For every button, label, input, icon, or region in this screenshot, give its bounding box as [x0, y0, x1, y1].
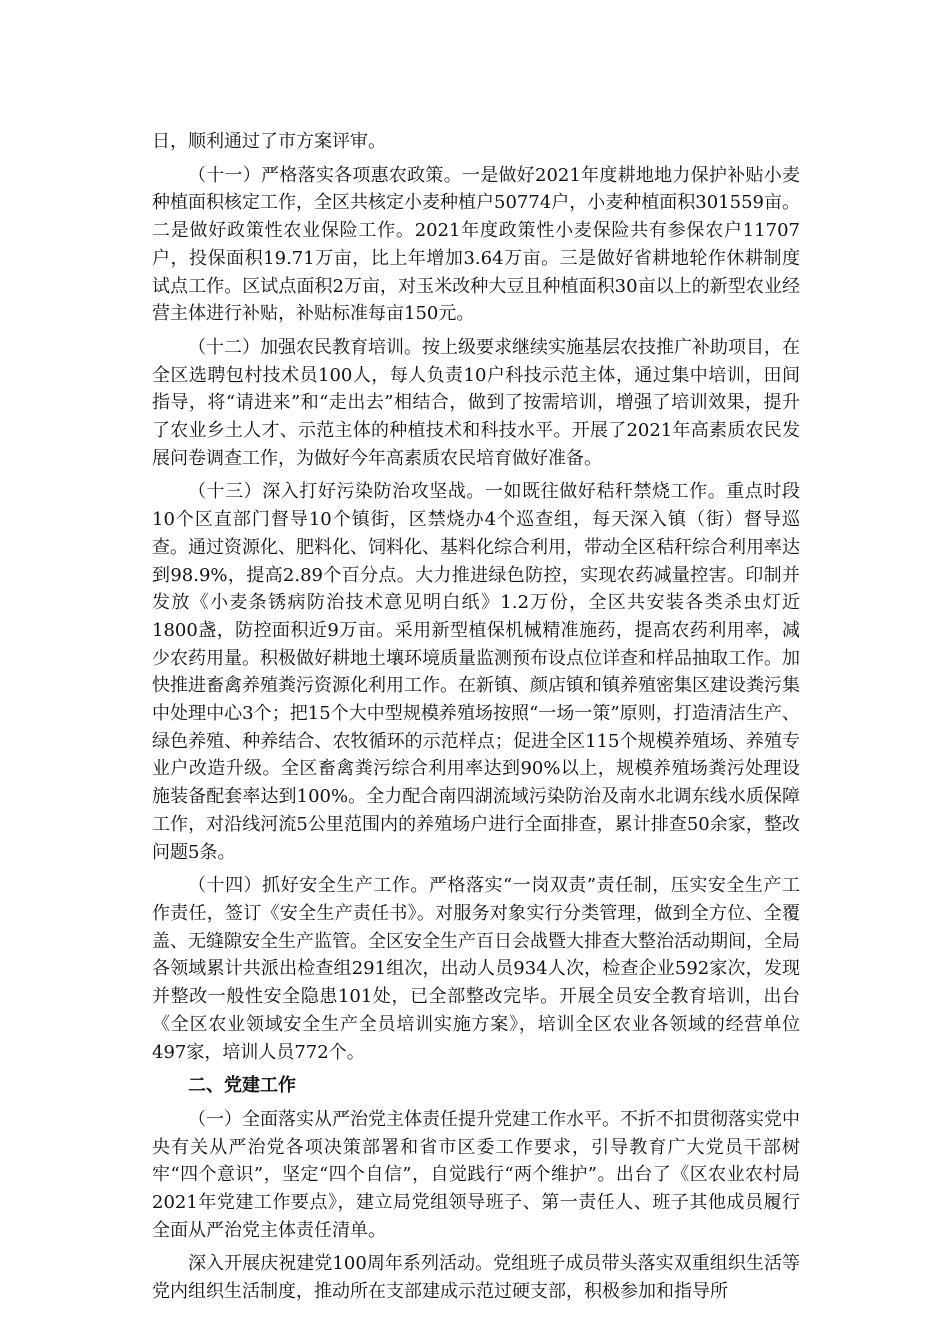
document-page — [152, 128, 800, 1312]
paragraph-safety-production: （十四）抓好安全生产工作。严格落实“一岗双责”责任制，压实安全生产工作责任，签订《安全生产责任书》。对服务对象实行分类管理，做到全方位、全覆盖、无缝隙安全生产监管。全区安全生产百日会战暨大排查大整治活动期间，全局各领域累计共派出检查组291组次，出动人员934人次，检查企业592家次，发现并整改一般性安全隐患101处，已全部整改完毕。开展全员安全教育培训，出台《全区农业领域安全生产全员培训实施方案》，培训全区农业各领域的经营单位497家，培训人员772个。 — [152, 875, 800, 1063]
paragraph-centenary-activities: 深入开展庆祝建党100周年系列活动。党组班子成员带头落实双重组织生活等党内组织生活制度，推动所在支部建成示范过硬支部，积极参加和指导所 — [152, 1253, 800, 1303]
paragraph-pollution-control: （十三）深入打好污染防治攻坚战。一如既往做好秸秆禁烧工作。重点时段10个区直部门督导10个镇街，区禁烧办4个巡查组，每天深入镇（街）督导巡查。通过资源化、肥料化、饲料化、基料化综合利用，带动全区秸秆综合利用率达到98.9%，提高2.89个百分点。大力推进绿色防控，实现农药减量控害。印制并发放《小麦条锈病防治技术意见明白纸》1.2万份，全区共安装各类杀虫灯近1800盏，防控面积近9万亩。采用新型植保机械精准施药，提高农药利用率，减少农药用量。积极做好耕地土壤环境质量监测预布设点位详查和样品抽取工作。加快推进畜禽养殖粪污资源化利用工作。在新镇、颜店镇和镇养殖密集区建设粪污集中处理中心3个；把15个大中型规模养殖场按照“一场一策”原则，打造清洁生产、绿色养殖、种养结合、农牧循环的示范样点；促进全区115个规模养殖场、养殖专业户改造升级。全区畜禽粪污综合利用率达到90%以上，规模养殖场粪污处理设施装备配套率达到100%。全力配合南四湖流域污染防治及南水北调东线水质保障工作，对沿线河流5公里范围内的养殖场户进行全面排查，累计排查50余家，整改问题5条。 — [152, 481, 800, 863]
paragraph-party-responsibility: （一）全面落实从严治党主体责任提升党建工作水平。不折不扣贯彻落实党中央有关从严治党各项决策部署和省市区委工作要求，引导教育广大党员干部树牢“四个意识”，坚定“四个自信”，自觉践行“两个维护”。出台了《区农业农村局2021年党建工作要点》，建立局党组领导班子、第一责任人、班子其他成员履行全面从严治党主体责任清单。 — [152, 1108, 800, 1241]
paragraph-subsidy-policy: （十一）严格落实各项惠农政策。一是做好2021年度耕地地力保护补贴小麦种植面积核定工作，全区共核定小麦种植户50774户，小麦种植面积301559亩。二是做好政策性农业保险工作。2021年度政策性小麦保险共有参保农户11707户，投保面积19.71万亩，比上年增加3.64万亩。三是做好省耕地轮作休耕制度试点工作。区试点面积2万亩，对玉米改种大豆且种植面积30亩以上的新型农业经营主体进行补贴，补贴标准每亩150元。 — [152, 164, 800, 325]
paragraph-farmer-training: （十二）加强农民教育培训。按上级要求继续实施基层农技推广补助项目，在全区选聘包村技术员100人，每人负责10户科技示范主体，通过集中培训，田间指导，将“请进来”和“走出去”相结合，做到了按需培训，增强了培训效果，提升了农业乡土人才、示范主体的种植技术和科技水平。开展了2021年高素质农民发展问卷调查工作，为做好今年高素质农民培育做好准备。 — [152, 336, 800, 469]
section-heading-party-building: 二、党建工作 — [188, 1075, 296, 1097]
continuation-paragraph: 日，顺利通过了市方案评审。 — [152, 131, 386, 152]
